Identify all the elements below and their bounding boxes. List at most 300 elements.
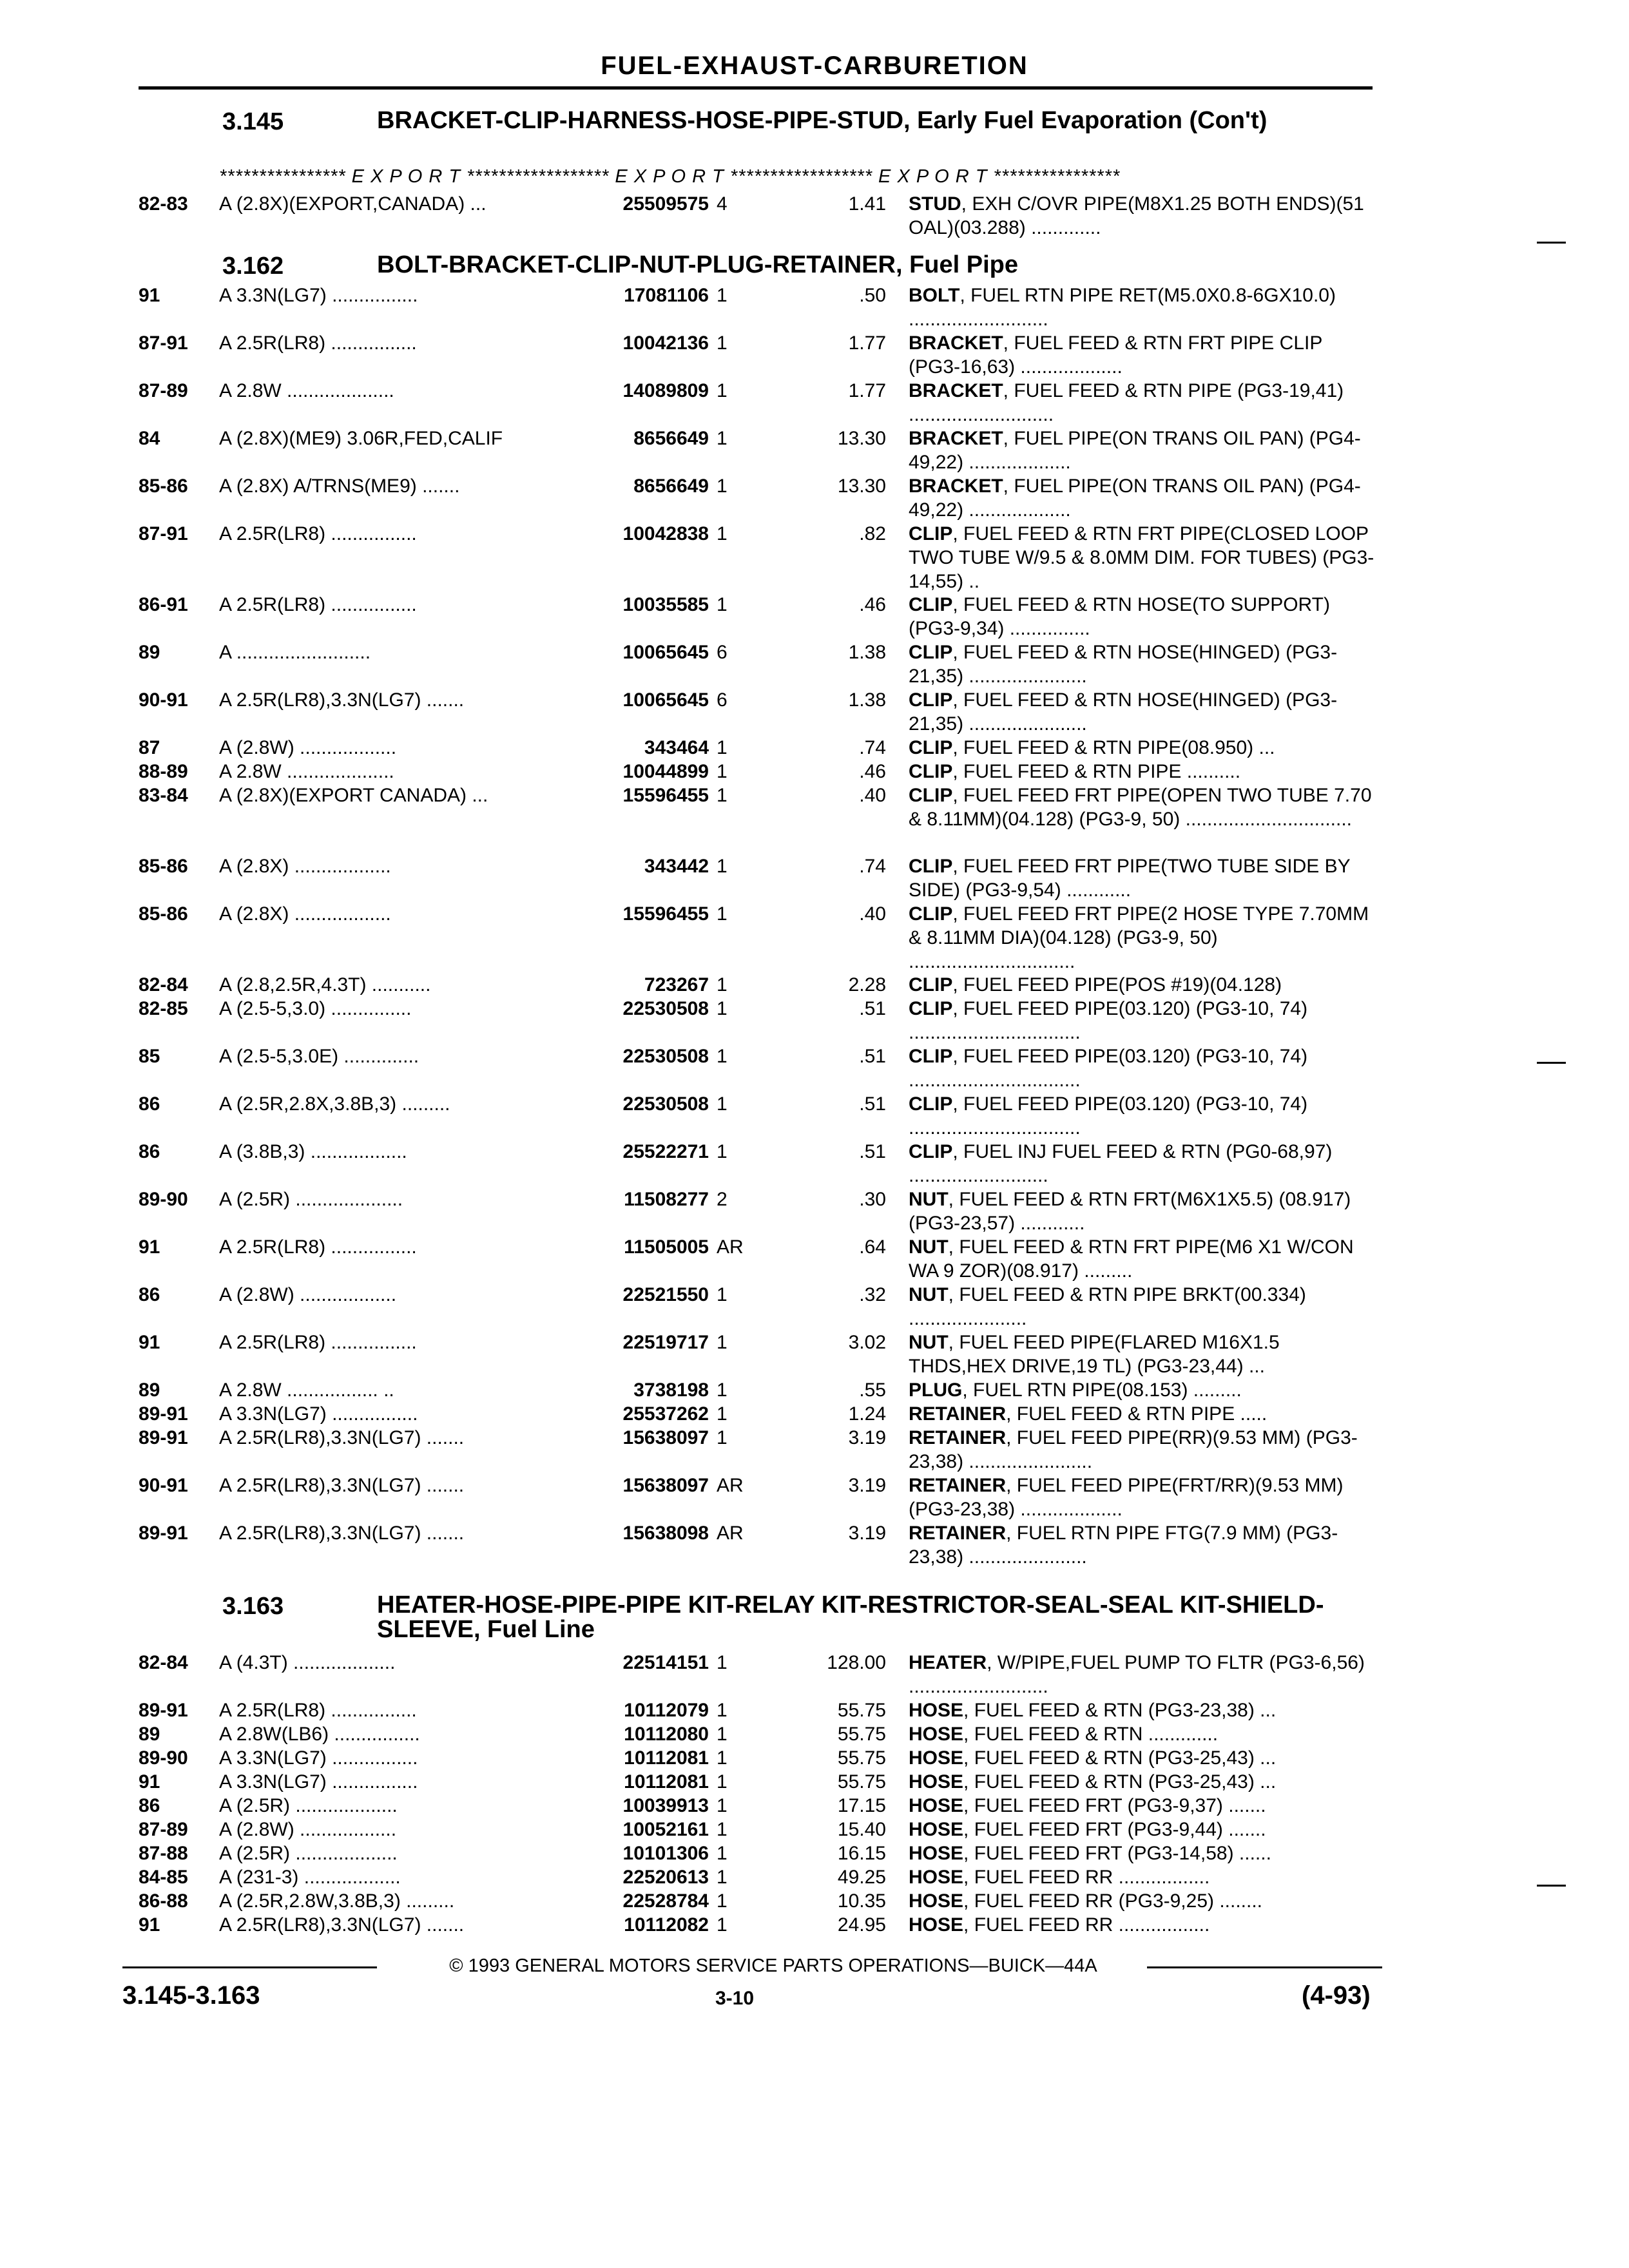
description [909,1913,1376,1937]
price: .82 [859,523,886,544]
part-name: RETAINER [909,1523,1007,1544]
margin-mark [1537,1885,1566,1887]
part-number: 22530508 [622,1046,709,1067]
part-number: 14089809 [622,380,709,401]
application: A (2.8,2.5R,4.3T) ........... [219,974,431,995]
application: A 3.3N(LG7) ................ [219,1747,418,1769]
part-name: HOSE [909,1867,964,1888]
footer-rule-left [122,1966,377,1968]
description-text: , FUEL FEED & RTN PIPE (PG3-19,41) ........................... [909,380,1344,425]
description-text: , FUEL FEED & RTN (PG3-23,38) ... [963,1700,1277,1721]
section-title: HEATER-HOSE-PIPE-PIPE KIT-RELAY KIT-RESTRICTOR-SEAL-SEAL KIT-SHIELD-SLEEVE, Fuel Line [377,1591,1324,1643]
quantity: AR [717,1236,744,1258]
quantity: AR [717,1523,744,1544]
price: .51 [859,1046,886,1067]
description-text: , FUEL FEED PIPE(FRT/RR)(9.53 MM) (PG3-23,38) ................... [909,1475,1344,1520]
application: A (2.5R) ................... [219,1795,398,1816]
description [909,640,1376,688]
description-text: , FUEL FEED FRT (PG3-14,58) ...... [963,1843,1271,1864]
application: A (2.5R) .................... [219,1189,403,1210]
quantity: 1 [717,594,728,615]
application: A 2.5R(LR8),3.3N(LG7) ....... [219,689,465,711]
description [909,1794,1376,1818]
model-years: 89-90 [139,1189,188,1210]
application: A 2.5R(LR8) ................ [219,332,417,354]
price: 49.25 [837,1867,886,1888]
price: .50 [859,285,886,306]
price: 1.77 [848,332,886,354]
section-number: 3.163 [222,1593,284,1620]
description [909,997,1376,1044]
quantity: 1 [717,856,728,877]
application: A (2.8X)(EXPORT CANADA) ... [219,785,488,806]
description-text: , FUEL INJ FUEL FEED & RTN (PG0-68,97) .......................... [909,1141,1333,1186]
description [909,474,1376,522]
part-name: CLIP [909,689,953,711]
part-name: BRACKET [909,332,1003,354]
section-number: 3.145 [222,108,284,135]
application: A (4.3T) ................... [219,1652,396,1673]
quantity: 1 [717,903,728,925]
quantity: 1 [717,1771,728,1792]
part-number: 10065645 [622,689,709,711]
application: A (2.8X) .................. [219,856,391,877]
description [909,593,1376,640]
export-divider: **************** E X P O R T ****************** E X P O R T ****************** E X P O R T **************** [219,166,1121,187]
part-name: NUT [909,1189,949,1210]
part-number: 11508277 [624,1189,709,1210]
price: 10.35 [837,1890,886,1912]
part-number: 10065645 [622,642,709,663]
price: 3.19 [848,1427,886,1448]
application: A 2.5R(LR8),3.3N(LG7) ....... [219,1427,465,1448]
part-number: 10112081 [624,1747,709,1769]
description [909,1746,1376,1770]
application: A (2.8X) A/TRNS(ME9) ....... [219,476,460,497]
price: 1.38 [848,689,886,711]
part-name: BRACKET [909,428,1003,449]
model-years: 91 [139,1914,160,1936]
part-name: CLIP [909,998,953,1019]
description-text: , FUEL FEED & RTN FRT PIPE(CLOSED LOOP TWO TUBE W/9.5 & 8.0MM DIM. FOR TUBES) (PG3-14,55) .. [909,523,1374,592]
description-text: , FUEL FEED & RTN HOSE(HINGED) (PG3-21,35) ...................... [909,689,1338,735]
description [909,1140,1376,1187]
price: .40 [859,903,886,925]
application: A (2.5-5,3.0) ............... [219,998,412,1019]
model-years: 87-88 [139,1843,188,1864]
part-number: 22520613 [622,1867,709,1888]
quantity: 1 [717,974,728,995]
model-years: 87 [139,737,160,758]
description-text: , FUEL RTN PIPE(08.153) ......... [962,1379,1242,1401]
part-name: PLUG [909,1379,963,1401]
application: A 2.5R(LR8),3.3N(LG7) ....... [219,1475,465,1496]
part-name: HEATER [909,1652,987,1673]
description-text: , FUEL FEED & RTN PIPE BRKT(00.334) ...................... [909,1284,1306,1329]
price: .51 [859,1141,886,1162]
application: A (2.8W) .................. [219,1284,397,1305]
description-text: , FUEL FEED RR ................. [963,1914,1210,1936]
quantity: 1 [717,1141,728,1162]
description-text: , FUEL FEED & RTN FRT(M6X1X5.5) (08.917) (PG3-23,57) ............ [909,1189,1351,1234]
price: 55.75 [837,1700,886,1721]
description [909,1474,1376,1521]
application: A 2.5R(LR8) ................ [219,1236,417,1258]
part-number: 10042136 [622,332,709,354]
part-name: RETAINER [909,1403,1007,1425]
model-years: 85-86 [139,856,188,877]
part-name: CLIP [909,642,953,663]
model-years: 82-85 [139,998,188,1019]
model-years: 89-90 [139,1747,188,1769]
quantity: 1 [717,1046,728,1067]
quantity: 2 [717,1189,728,1210]
part-number: 15596455 [622,903,709,925]
part-number: 25537262 [622,1403,709,1425]
part-name: CLIP [909,974,953,995]
part-name: HOSE [909,1890,964,1912]
part-number: 8656649 [633,476,709,497]
part-name: CLIP [909,856,953,877]
price: 55.75 [837,1724,886,1745]
part-name: NUT [909,1236,949,1258]
description-text: , FUEL FEED FRT PIPE(TWO TUBE SIDE BY SIDE) (PG3-9,54) ............ [909,856,1351,901]
description [909,854,1376,902]
part-number: 10044899 [622,761,709,782]
part-number: 11505005 [624,1236,709,1258]
description [909,1841,1376,1865]
application: A (2.5R,2.8W,3.8B,3) ......... [219,1890,455,1912]
model-years: 86-91 [139,594,188,615]
part-number: 10101306 [622,1843,709,1864]
part-number: 8656649 [633,428,709,449]
price: 13.30 [837,428,886,449]
quantity: 1 [717,380,728,401]
application: A 2.5R(LR8) ................ [219,523,417,544]
part-name: HOSE [909,1914,964,1936]
part-name: HOSE [909,1700,964,1721]
part-name: CLIP [909,1093,953,1115]
description-text: , FUEL FEED & RTN PIPE ..... [1006,1403,1268,1425]
quantity: 1 [717,1843,728,1864]
part-number: 10039913 [622,1795,709,1816]
description [909,760,1376,783]
price: .51 [859,1093,886,1115]
application: A (2.5R,2.8X,3.8B,3) ......... [219,1093,450,1115]
part-number: 22521550 [622,1284,709,1305]
application: A (2.8X)(EXPORT,CANADA) ... [219,193,487,215]
part-name: CLIP [909,785,953,806]
part-number: 10042838 [622,523,709,544]
part-name: CLIP [909,1141,953,1162]
model-years: 91 [139,1771,160,1792]
description [909,1187,1376,1235]
quantity: 1 [717,1890,728,1912]
application: A (2.8X) .................. [219,903,391,925]
quantity: 1 [717,1652,728,1673]
model-years: 90-91 [139,1475,188,1496]
model-years: 89 [139,642,160,663]
model-years: 86 [139,1284,160,1305]
price: 55.75 [837,1771,886,1792]
part-name: HOSE [909,1843,964,1864]
footer-section-range: 3.145-3.163 [122,1981,260,2010]
application: A 2.5R(LR8) ................ [219,1332,417,1353]
model-years: 86 [139,1093,160,1115]
section-title: BRACKET-CLIP-HARNESS-HOSE-PIPE-STUD, Early Fuel Evaporation (Con't) [377,107,1268,134]
part-name: HOSE [909,1795,964,1816]
part-number: 25509575 [622,193,709,215]
application: A (2.8W) .................. [219,1819,397,1840]
price: 3.19 [848,1523,886,1544]
description [909,688,1376,736]
description [909,379,1376,427]
quantity: 1 [717,1332,728,1353]
model-years: 87-91 [139,523,188,544]
application: A 2.8W .................... [219,380,394,401]
quantity: 1 [717,1093,728,1115]
model-years: 82-84 [139,974,188,995]
description-text: , FUEL FEED & RTN (PG3-25,43) ... [963,1771,1277,1792]
part-number: 10112080 [624,1724,709,1745]
application: A 2.8W .................... [219,761,394,782]
section-title: BOLT-BRACKET-CLIP-NUT-PLUG-RETAINER, Fuel Pipe [377,251,1019,278]
quantity: 1 [717,1700,728,1721]
description-text: , FUEL FEED PIPE(POS #19)(04.128) [952,974,1282,995]
part-number: 723267 [644,974,709,995]
description [909,1092,1376,1140]
quantity: 1 [717,1403,728,1425]
price: .46 [859,761,886,782]
quantity: 1 [717,428,728,449]
price: 1.77 [848,380,886,401]
model-years: 86 [139,1795,160,1816]
part-number: 10052161 [622,1819,709,1840]
description [909,1402,1376,1426]
description [909,736,1376,760]
description [909,284,1376,331]
quantity: 1 [717,761,728,782]
application: A 3.3N(LG7) ................ [219,1403,418,1425]
description-text: , FUEL PIPE(ON TRANS OIL PAN) (PG4-49,22) ................... [909,476,1361,521]
application: A 2.5R(LR8) ................ [219,1700,417,1721]
model-years: 87-89 [139,1819,188,1840]
price: 3.19 [848,1475,886,1496]
quantity: 1 [717,1379,728,1401]
price: 55.75 [837,1747,886,1769]
application: A (2.5R) ................... [219,1843,398,1864]
quantity: 1 [717,1914,728,1936]
margin-mark [1537,1062,1566,1064]
price: .74 [859,737,886,758]
part-name: HOSE [909,1724,964,1745]
price: .64 [859,1236,886,1258]
application: A 2.5R(LR8),3.3N(LG7) ....... [219,1914,465,1936]
price: .74 [859,856,886,877]
part-number: 15638097 [622,1475,709,1496]
description-text: , FUEL FEED FRT (PG3-9,44) ....... [963,1819,1266,1840]
footer-page-number: 3-10 [715,1988,755,2009]
model-years: 82-84 [139,1652,188,1673]
quantity: 1 [717,1795,728,1816]
quantity: 6 [717,642,728,663]
description-text: , FUEL FEED & RTN HOSE(HINGED) (PG3-21,35) ...................... [909,642,1338,687]
footer-date: (4-93) [1302,1981,1371,2010]
application: A (3.8B,3) .................. [219,1141,407,1162]
quantity: 1 [717,1724,728,1745]
description [909,1722,1376,1746]
part-number: 15638098 [622,1523,709,1544]
part-number: 15638097 [622,1427,709,1448]
model-years: 89-91 [139,1700,188,1721]
quantity: 1 [717,285,728,306]
description-text: , FUEL PIPE(ON TRANS OIL PAN) (PG4-49,22) ................... [909,428,1361,473]
part-number: 3738198 [633,1379,709,1401]
description [909,331,1376,379]
part-number: 10112081 [624,1771,709,1792]
model-years: 88-89 [139,761,188,782]
quantity: 4 [717,193,728,215]
description-text: , FUEL FEED & RTN PIPE(08.950) ... [952,737,1275,758]
price: 15.40 [837,1819,886,1840]
price: .51 [859,998,886,1019]
model-years: 83-84 [139,785,188,806]
price: 1.38 [848,642,886,663]
description-text: , FUEL RTN PIPE FTG(7.9 MM) (PG3-23,38) ...................... [909,1523,1338,1568]
quantity: 1 [717,332,728,354]
description [909,427,1376,474]
model-years: 84-85 [139,1867,188,1888]
quantity: 6 [717,689,728,711]
footer-copyright: © 1993 GENERAL MOTORS SERVICE PARTS OPERATIONS—BUICK—44A [449,1956,1097,1976]
quantity: 1 [717,785,728,806]
part-name: HOSE [909,1819,964,1840]
description-text: , FUEL FEED RR ................. [963,1867,1210,1888]
application: A (2.8X)(ME9) 3.06R,FED,CALIF [219,428,503,449]
model-years: 90-91 [139,689,188,711]
title-rule [139,86,1373,90]
price: .30 [859,1189,886,1210]
description-text: , FUEL FEED PIPE(03.120) (PG3-10, 74) ................................ [909,998,1308,1043]
quantity: 1 [717,1867,728,1888]
quantity: AR [717,1475,744,1496]
price: 128.00 [827,1652,886,1673]
part-name: NUT [909,1332,949,1353]
part-name: STUD [909,193,961,215]
application: A 2.8W(LB6) ................ [219,1724,420,1745]
price: .46 [859,594,886,615]
description-text: , FUEL FEED PIPE(FLARED M16X1.5 THDS,HEX DRIVE,19 TL) (PG3-23,44) ... [909,1332,1280,1377]
application: A (231-3) .................. [219,1867,401,1888]
description-text: , FUEL FEED PIPE(RR)(9.53 MM) (PG3-23,38) ....................... [909,1427,1358,1472]
description-text: , FUEL FEED FRT PIPE(2 HOSE TYPE 7.70MM & 8.11MM DIA)(04.128) (PG3-9, 50) ............................... [909,903,1369,972]
quantity: 1 [717,998,728,1019]
description [909,1235,1376,1283]
description [909,522,1376,593]
description [909,1378,1376,1402]
part-name: CLIP [909,594,953,615]
application: A (2.8W) .................. [219,737,397,758]
description [909,1331,1376,1378]
part-number: 10112082 [624,1914,709,1936]
application: A 3.3N(LG7) ................ [219,285,418,306]
price: .32 [859,1284,886,1305]
description-text: , FUEL FEED & RTN FRT PIPE(M6 X1 W/CON WA 9 ZOR)(08.917) ......... [909,1236,1354,1282]
model-years: 91 [139,1236,160,1258]
application: A 3.3N(LG7) ................ [219,1771,418,1792]
model-years: 89-91 [139,1403,188,1425]
description [909,1889,1376,1913]
part-name: CLIP [909,737,953,758]
description [909,1818,1376,1841]
model-years: 86 [139,1141,160,1162]
description-text: , FUEL FEED & RTN (PG3-25,43) ... [963,1747,1277,1769]
part-name: CLIP [909,903,953,925]
model-years: 91 [139,1332,160,1353]
description [909,1044,1376,1092]
application: A ......................... [219,642,371,663]
description [909,1426,1376,1474]
quantity: 1 [717,1284,728,1305]
margin-mark [1537,242,1566,244]
price: 1.24 [848,1403,886,1425]
description-text: , FUEL FEED FRT (PG3-9,37) ....... [963,1795,1266,1816]
description-text: , FUEL FEED PIPE(03.120) (PG3-10, 74) ................................ [909,1093,1308,1139]
application: A 2.8W ................. .. [219,1379,394,1401]
quantity: 1 [717,1427,728,1448]
part-number: 22514151 [622,1652,709,1673]
description [909,1283,1376,1331]
price: 16.15 [837,1843,886,1864]
description [909,1865,1376,1889]
part-name: RETAINER [909,1427,1007,1448]
price: 13.30 [837,476,886,497]
model-years: 86-88 [139,1890,188,1912]
price: 3.02 [848,1332,886,1353]
model-years: 82-83 [139,193,188,215]
description-text: , FUEL FEED FRT PIPE(OPEN TWO TUBE 7.70 & 8.11MM)(04.128) (PG3-9, 50) ............................... [909,785,1372,830]
price: .40 [859,785,886,806]
description-text: , FUEL FEED PIPE(03.120) (PG3-10, 74) ................................ [909,1046,1308,1091]
page-title: FUEL-EXHAUST-CARBURETION [601,52,1028,80]
application: A 2.5R(LR8) ................ [219,594,417,615]
quantity: 1 [717,1747,728,1769]
part-name: BOLT [909,285,960,306]
part-number: 10035585 [622,594,709,615]
model-years: 85-86 [139,903,188,925]
part-name: CLIP [909,523,953,544]
description [909,973,1376,997]
model-years: 84 [139,428,160,449]
description-text: , W/PIPE,FUEL PUMP TO FLTR (PG3-6,56) .......................... [909,1652,1365,1697]
part-number: 343442 [644,856,709,877]
part-number: 10112079 [624,1700,709,1721]
model-years: 89 [139,1379,160,1401]
model-years: 85 [139,1046,160,1067]
model-years: 87-89 [139,380,188,401]
part-name: NUT [909,1284,949,1305]
price: 2.28 [848,974,886,995]
part-name: RETAINER [909,1475,1007,1496]
part-name: CLIP [909,761,953,782]
model-years: 89-91 [139,1523,188,1544]
part-name: HOSE [909,1771,964,1792]
part-number: 22519717 [622,1332,709,1353]
part-number: 343464 [644,737,709,758]
price: 1.41 [848,193,886,215]
description-text: , FUEL FEED & RTN ............. [963,1724,1219,1745]
description [909,902,1376,974]
